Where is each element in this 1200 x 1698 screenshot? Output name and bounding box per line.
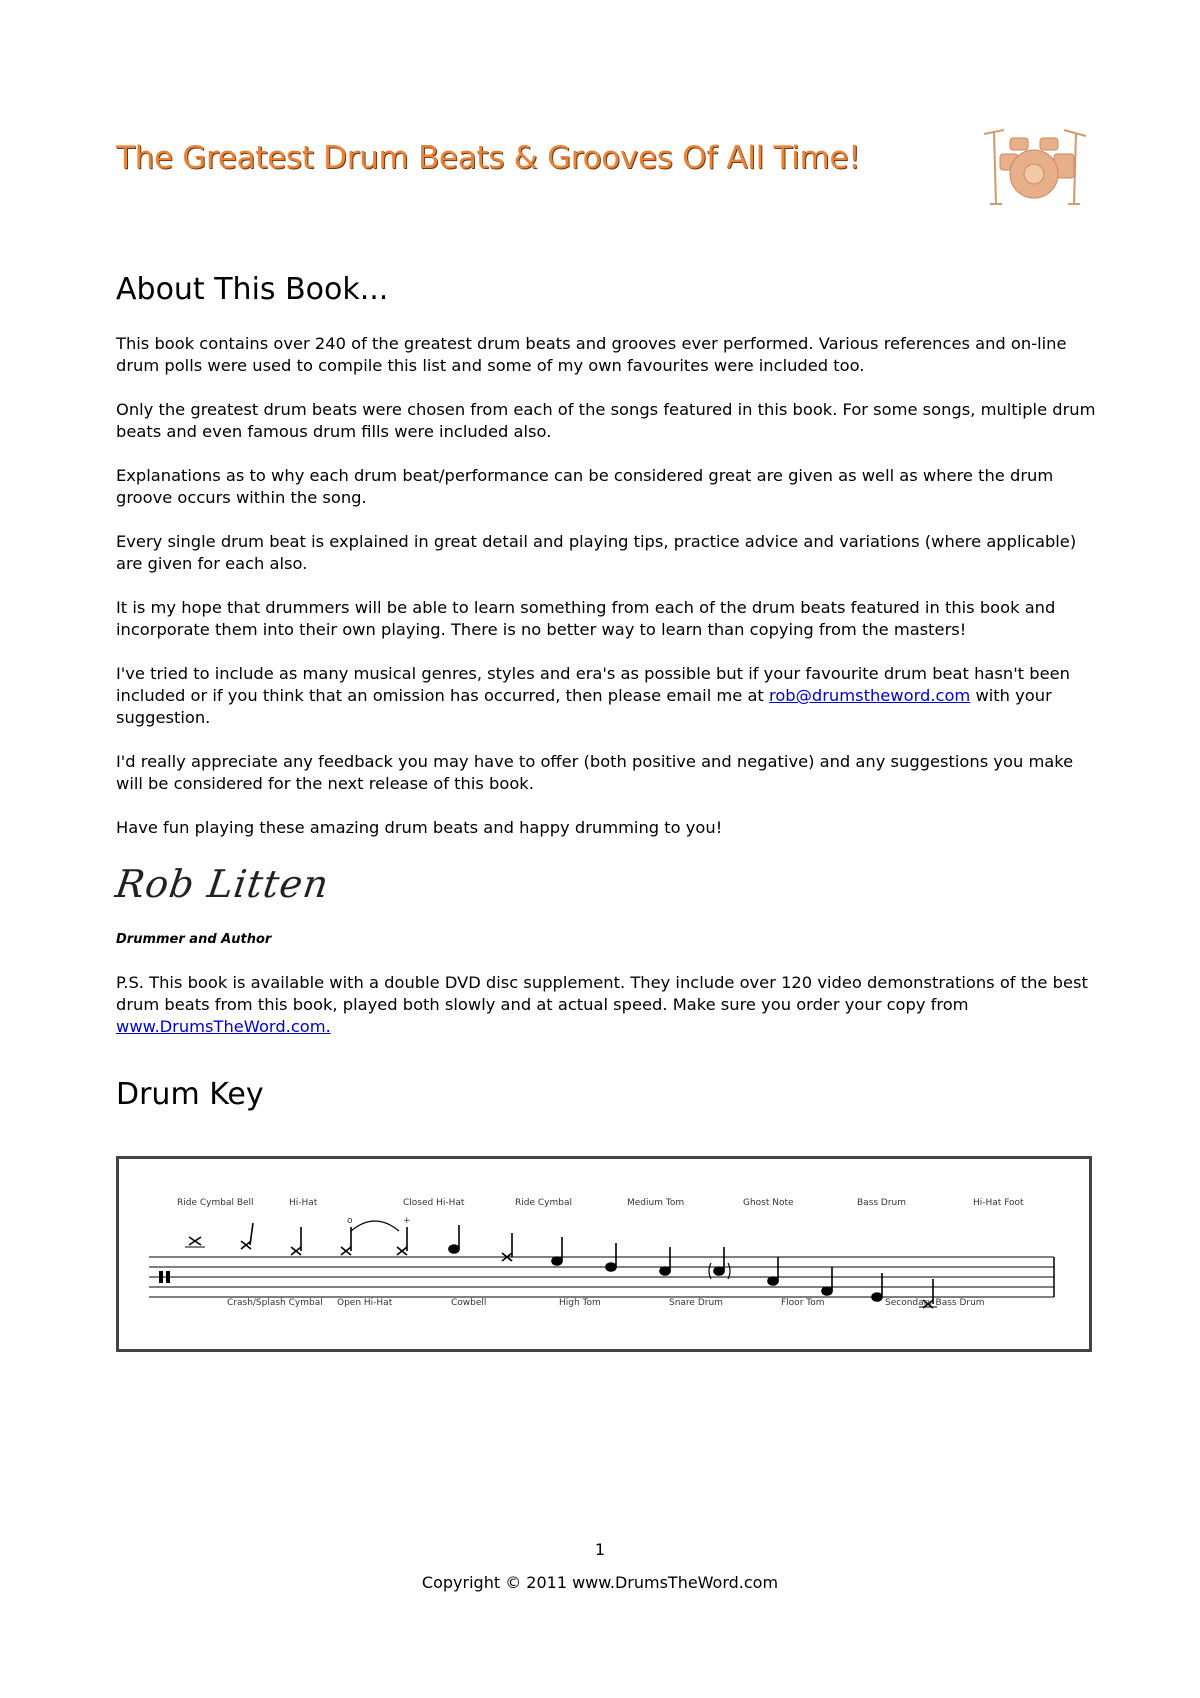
key-label-ghost-note: Ghost Note [743, 1198, 794, 1208]
percussion-clef-icon [159, 1271, 163, 1283]
floor-tom-note [768, 1257, 778, 1285]
about-paragraph: This book contains over 240 of the greatest drum beats and grooves ever performed. Various references and on-line drum polls were used to compile this list and some of my own favourites were included too. [116, 334, 1067, 375]
crash-cymbal-note [185, 1237, 205, 1247]
about-paragraph: It is my hope that drummers will be able to learn something from each of the drum beats featured in this book and incorporate them into their own playing. There is no better way to learn than copying from the masters! [116, 598, 1056, 639]
key-label-hi-hat-foot: Hi-Hat Foot [973, 1198, 1024, 1208]
postscript [116, 972, 1096, 1060]
snare-drum-note [660, 1247, 670, 1275]
drum-key-staff [119, 1159, 1089, 1349]
postscript-paragraph [116, 972, 1096, 1038]
author-signature: Rob Litten [112, 862, 332, 906]
open-hi-hat-note [341, 1227, 351, 1255]
about-paragraph: Only the greatest drum beats were chosen from each of the songs featured in this book. For some songs, multiple drum beats and even famous drum fills were included also. [116, 400, 1096, 441]
key-label-high-tom: High Tom [559, 1298, 601, 1308]
key-label-snare-drum: Snare Drum [669, 1298, 723, 1308]
hi-hat-note [291, 1227, 301, 1255]
key-label-cowbell: Cowbell [451, 1298, 487, 1308]
page-number: 1 [594, 1540, 606, 1559]
about-heading: About This Book... [116, 272, 389, 307]
cowbell-note [449, 1225, 459, 1253]
email-text-before: I've tried to include as many musical genres, styles and era's as possible but if your favourite drum beat hasn't been included or if you think that an omission has occurred, then please email me at [116, 664, 1070, 705]
drum-kit-icon [980, 124, 1090, 208]
author-role: Drummer and Author [116, 932, 272, 947]
open-mark: o [347, 1216, 353, 1226]
email-text-after: with your suggestion. [116, 686, 1052, 727]
key-label-hi-hat: Hi-Hat [289, 1198, 318, 1208]
key-label-bass-drum: Bass Drum [857, 1198, 907, 1208]
about-paragraph-email [116, 663, 1096, 729]
key-label-ride-cymbal-bell: Ride Cymbal Bell [177, 1198, 254, 1208]
about-paragraph: I'd really appreciate any feedback you may have to offer (both positive and negative) and any suggestions you make will be considered for the next release of this book. [116, 752, 1074, 793]
key-label-floor-tom: Floor Tom [781, 1298, 825, 1308]
closed-mark: + [403, 1216, 411, 1226]
page-title: The Greatest Drum Beats & Grooves Of All Time! [116, 140, 861, 176]
key-label-closed-hi-hat: Closed Hi-Hat [403, 1198, 465, 1208]
about-body [116, 333, 1096, 861]
bass-drum-note [822, 1267, 832, 1295]
key-label-open-hi-hat: Open Hi-Hat [337, 1298, 393, 1308]
drum-key-figure [116, 1156, 1092, 1352]
ride-bell-note [241, 1223, 253, 1249]
email-link[interactable]: rob@drumstheword.com [768, 686, 971, 705]
copyright-footer: Copyright © 2011 www.DrumsTheWord.com [421, 1573, 779, 1592]
key-label-secondary-bass-drum: Secondary Bass Drum [885, 1298, 985, 1308]
drum-key-heading: Drum Key [116, 1077, 264, 1112]
postscript-text: P.S. This book is available with a double DVD disc supplement. They include over 120 video demonstrations of the best drum beats from this book, played both slowly and at actual speed. Make sure you order your copy from [116, 973, 1088, 1014]
about-paragraph: Explanations as to why each drum beat/performance can be considered great are given as well as where the drum groove occurs within the song. [116, 466, 1054, 507]
website-link[interactable]: www.DrumsTheWord.com. [116, 1017, 331, 1036]
key-label-crash-splash-cymbal: Crash/Splash Cymbal [227, 1298, 323, 1308]
key-label-ride-cymbal: Ride Cymbal [515, 1198, 572, 1208]
ghost-note [709, 1247, 730, 1279]
about-paragraph: Have fun playing these amazing drum beats and happy drumming to you! [116, 818, 723, 837]
high-tom-note [552, 1237, 562, 1265]
key-label-medium-tom: Medium Tom [627, 1198, 685, 1208]
about-paragraph: Every single drum beat is explained in great detail and playing tips, practice advice and variations (where applicable) are given for each also. [116, 532, 1077, 573]
